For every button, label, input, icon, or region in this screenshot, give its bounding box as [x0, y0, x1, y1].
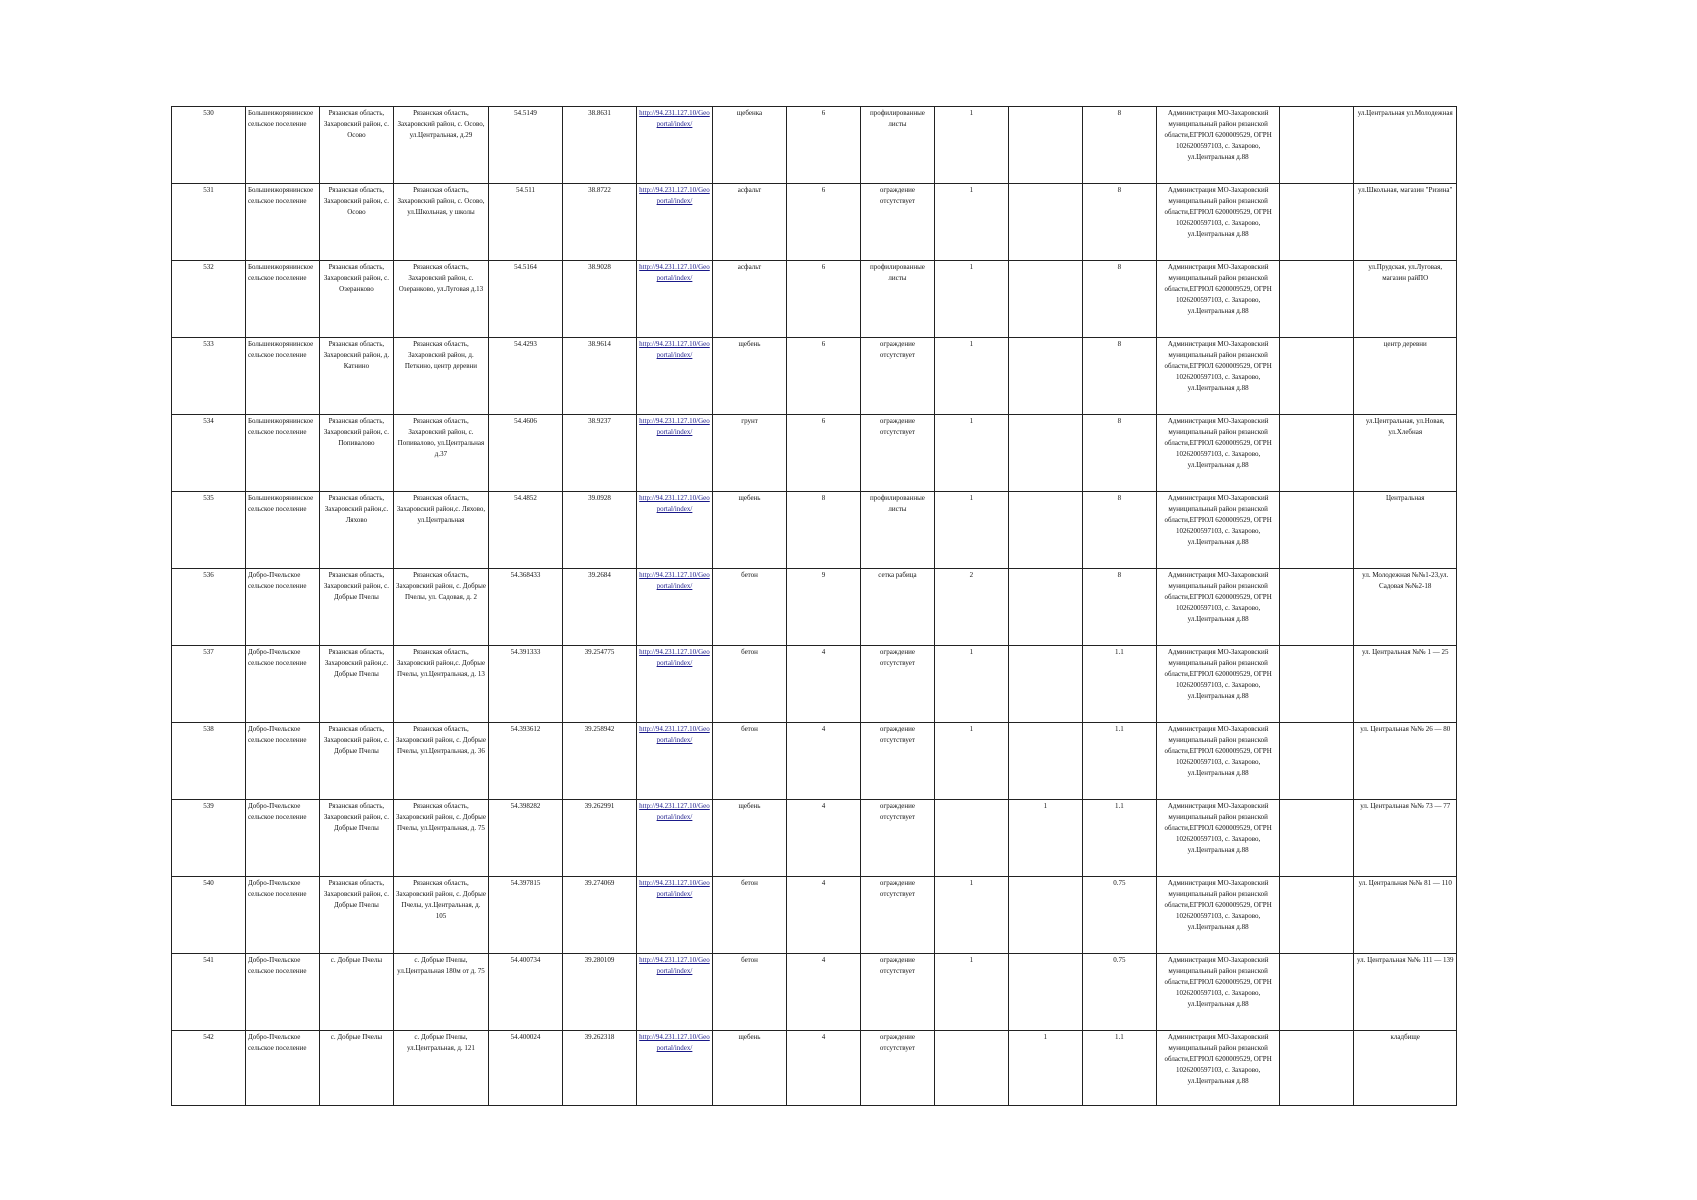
cell-geoportal-link[interactable]: http://94.231.127.10/Geoportal/index/ — [636, 646, 712, 723]
cell-owner: Администрация МО-Захаровский муниципальный район рязанской области,ЕГРЮЛ 6200009529, ОГРН 1026200597103, с. Захарово, ул.Центральная д.88 — [1156, 800, 1280, 877]
cell-surface: грунт — [713, 415, 787, 492]
cell-locality: Рязанская область, Захаровский район, с. Попивалово — [319, 415, 393, 492]
cell-containers-a: 1 — [934, 107, 1008, 184]
cell-address: Рязанская область, Захаровский район,с. Добрые Пчелы, ул.Центральная, д. 13 — [393, 646, 488, 723]
cell-containers-b — [1008, 954, 1082, 1031]
cell-surface: щебенка — [713, 107, 787, 184]
cell-served-area: ул.Прудская, ул.Луговая, магазин райПО — [1354, 261, 1457, 338]
cell-empty-col — [1280, 723, 1354, 800]
table-row — [172, 338, 1457, 415]
cell-containers-a: 2 — [934, 569, 1008, 646]
cell-empty-col — [1280, 954, 1354, 1031]
cell-locality: Рязанская область, Захаровский район, д. Катнино — [319, 338, 393, 415]
cell-served-area: ул. Центральная №№ 73 — 77 — [1354, 800, 1457, 877]
cell-row-number: 537 — [172, 646, 246, 723]
cell-settlement: Добро-Пчельское сельское поселение — [245, 723, 319, 800]
cell-geoportal-link[interactable]: http://94.231.127.10/Geoportal/index/ — [636, 569, 712, 646]
cell-empty-col — [1280, 107, 1354, 184]
cell-settlement: Большеижорянинское сельское поселение — [245, 492, 319, 569]
cell-settlement: Добро-Пчельское сельское поселение — [245, 646, 319, 723]
cell-latitude: 54.4606 — [489, 415, 563, 492]
cell-containers-b: 1 — [1008, 800, 1082, 877]
cell-settlement: Большеижорянинское сельское поселение — [245, 261, 319, 338]
cell-geoportal-link[interactable]: http://94.231.127.10/Geoportal/index/ — [636, 492, 712, 569]
cell-row-number: 538 — [172, 723, 246, 800]
cell-address: Рязанская область, Захаровский район, с. Добрые Пчелы, ул.Центральная, д. 36 — [393, 723, 488, 800]
cell-area: 4 — [786, 1031, 860, 1106]
cell-row-number: 532 — [172, 261, 246, 338]
cell-row-number: 534 — [172, 415, 246, 492]
cell-surface: бетон — [713, 954, 787, 1031]
cell-row-number: 530 — [172, 107, 246, 184]
cell-longitude: 39.274069 — [562, 877, 636, 954]
cell-containers-a: 1 — [934, 646, 1008, 723]
table-row — [172, 184, 1457, 261]
cell-address: Рязанская область, Захаровский район,с. Ляхово, ул.Центральная — [393, 492, 488, 569]
cell-latitude: 54.5164 — [489, 261, 563, 338]
cell-locality: Рязанская область, Захаровский район, с. Осово — [319, 184, 393, 261]
table-row — [172, 569, 1457, 646]
cell-owner: Администрация МО-Захаровский муниципальный район рязанской области,ЕГРЮЛ 6200009529, ОГРН 1026200597103, с. Захарово, ул.Центральная д.88 — [1156, 646, 1280, 723]
cell-area: 4 — [786, 800, 860, 877]
cell-volume: 1.1 — [1082, 723, 1156, 800]
cell-locality: Рязанская область, Захаровский район, с. Добрые Пчелы — [319, 877, 393, 954]
cell-locality: Рязанская область, Захаровский район, с. Добрые Пчелы — [319, 723, 393, 800]
cell-volume: 1.1 — [1082, 1031, 1156, 1106]
cell-row-number: 533 — [172, 338, 246, 415]
table-row — [172, 877, 1457, 954]
cell-fence: ограждение отсутствует — [860, 954, 934, 1031]
cell-settlement: Большеижорянинское сельское поселение — [245, 107, 319, 184]
cell-latitude: 54.4852 — [489, 492, 563, 569]
cell-latitude: 54.368433 — [489, 569, 563, 646]
cell-fence: ограждение отсутствует — [860, 800, 934, 877]
cell-surface: бетон — [713, 646, 787, 723]
cell-latitude: 54.397815 — [489, 877, 563, 954]
cell-owner: Администрация МО-Захаровский муниципальный район рязанской области,ЕГРЮЛ 6200009529, ОГРН 1026200597103, с. Захарово, ул.Центральная д.88 — [1156, 184, 1280, 261]
cell-containers-a — [934, 1031, 1008, 1106]
cell-address: Рязанская область, Захаровский район, с. Попивалово, ул.Центральная д.37 — [393, 415, 488, 492]
cell-area: 4 — [786, 646, 860, 723]
cell-empty-col — [1280, 338, 1354, 415]
cell-locality: Рязанская область, Захаровский район, с. Добрые Пчелы — [319, 569, 393, 646]
cell-volume: 1.1 — [1082, 800, 1156, 877]
cell-served-area: ул. Центральная №№ 81 — 110 — [1354, 877, 1457, 954]
cell-longitude: 39.0928 — [562, 492, 636, 569]
cell-owner: Администрация МО-Захаровский муниципальный район рязанской области,ЕГРЮЛ 6200009529, ОГРН 1026200597103, с. Захарово, ул.Центральная д.88 — [1156, 415, 1280, 492]
cell-fence: ограждение отсутствует — [860, 415, 934, 492]
cell-volume: 0.75 — [1082, 877, 1156, 954]
cell-containers-b — [1008, 877, 1082, 954]
cell-volume: 8 — [1082, 107, 1156, 184]
register-table — [171, 106, 1457, 1106]
cell-geoportal-link[interactable]: http://94.231.127.10/Geoportal/index/ — [636, 1031, 712, 1106]
cell-area: 6 — [786, 261, 860, 338]
cell-surface: щебень — [713, 338, 787, 415]
cell-area: 8 — [786, 492, 860, 569]
cell-owner: Администрация МО-Захаровский муниципальный район рязанской области,ЕГРЮЛ 6200009529, ОГРН 1026200597103, с. Захарово, ул.Центральная д.88 — [1156, 492, 1280, 569]
cell-row-number: 541 — [172, 954, 246, 1031]
cell-containers-b — [1008, 492, 1082, 569]
cell-containers-a: 1 — [934, 338, 1008, 415]
cell-address: Рязанская область, Захаровский район, с. Добрые Пчелы, ул.Центральная, д. 105 — [393, 877, 488, 954]
cell-geoportal-link[interactable]: http://94.231.127.10/Geoportal/index/ — [636, 877, 712, 954]
cell-address: Рязанская область, Захаровский район, с. Осово, ул.Школьная, у школы — [393, 184, 488, 261]
cell-settlement: Добро-Пчельское сельское поселение — [245, 569, 319, 646]
cell-address: Рязанская область, Захаровский район, д. Петкино, центр деревни — [393, 338, 488, 415]
cell-geoportal-link[interactable]: http://94.231.127.10/Geoportal/index/ — [636, 184, 712, 261]
cell-served-area: ул. Центральная №№ 111 — 139 — [1354, 954, 1457, 1031]
cell-latitude: 54.511 — [489, 184, 563, 261]
cell-empty-col — [1280, 1031, 1354, 1106]
cell-settlement: Большеижорянинское сельское поселение — [245, 184, 319, 261]
cell-longitude: 38.9614 — [562, 338, 636, 415]
cell-longitude: 38.8722 — [562, 184, 636, 261]
cell-longitude: 39.262991 — [562, 800, 636, 877]
cell-containers-a: 1 — [934, 954, 1008, 1031]
cell-served-area: ул.Школьная, магазин "Ризина" — [1354, 184, 1457, 261]
cell-volume: 8 — [1082, 261, 1156, 338]
cell-longitude: 39.254775 — [562, 646, 636, 723]
cell-served-area: ул. Центральная №№ 1 — 25 — [1354, 646, 1457, 723]
cell-containers-a: 1 — [934, 723, 1008, 800]
cell-locality: Рязанская область, Захаровский район,с. Добрые Пчелы — [319, 646, 393, 723]
table-row — [172, 1031, 1457, 1106]
cell-latitude: 54.391333 — [489, 646, 563, 723]
cell-fence: ограждение отсутствует — [860, 723, 934, 800]
table-row — [172, 646, 1457, 723]
cell-surface: асфальт — [713, 184, 787, 261]
cell-row-number: 531 — [172, 184, 246, 261]
cell-containers-b — [1008, 415, 1082, 492]
cell-address: Рязанская область, Захаровский район, с. Добрые Пчелы, ул.Центральная, д. 75 — [393, 800, 488, 877]
cell-longitude: 38.9237 — [562, 415, 636, 492]
cell-locality: с. Добрые Пчелы — [319, 954, 393, 1031]
cell-owner: Администрация МО-Захаровский муниципальный район рязанской области,ЕГРЮЛ 6200009529, ОГРН 1026200597103, с. Захарово, ул.Центральная д.88 — [1156, 261, 1280, 338]
cell-volume: 8 — [1082, 415, 1156, 492]
cell-containers-b: 1 — [1008, 1031, 1082, 1106]
cell-row-number: 535 — [172, 492, 246, 569]
cell-settlement: Большеижорянинское сельское поселение — [245, 415, 319, 492]
cell-surface: щебень — [713, 492, 787, 569]
cell-longitude: 39.280109 — [562, 954, 636, 1031]
cell-area: 6 — [786, 415, 860, 492]
cell-locality: Рязанская область, Захаровский район, с. Озеранково — [319, 261, 393, 338]
cell-latitude: 54.400024 — [489, 1031, 563, 1106]
cell-volume: 0.75 — [1082, 954, 1156, 1031]
cell-owner: Администрация МО-Захаровский муниципальный район рязанской области,ЕГРЮЛ 6200009529, ОГРН 1026200597103, с. Захарово, ул.Центральная д.88 — [1156, 1031, 1280, 1106]
cell-empty-col — [1280, 492, 1354, 569]
cell-surface: щебень — [713, 1031, 787, 1106]
table-row — [172, 107, 1457, 184]
cell-locality: Рязанская область, Захаровский район, с. Осово — [319, 107, 393, 184]
cell-fence: профилированные листы — [860, 492, 934, 569]
cell-containers-a — [934, 800, 1008, 877]
cell-geoportal-link[interactable]: http://94.231.127.10/Geoportal/index/ — [636, 800, 712, 877]
cell-address: Рязанская область, Захаровский район, с. Озеранково, ул.Луговая д.13 — [393, 261, 488, 338]
cell-latitude: 54.4293 — [489, 338, 563, 415]
cell-fence: профилированные листы — [860, 261, 934, 338]
cell-volume: 8 — [1082, 569, 1156, 646]
cell-geoportal-link[interactable]: http://94.231.127.10/Geoportal/index/ — [636, 723, 712, 800]
cell-settlement: Добро-Пчельское сельское поселение — [245, 1031, 319, 1106]
cell-area: 4 — [786, 877, 860, 954]
cell-geoportal-link[interactable]: http://94.231.127.10/Geoportal/index/ — [636, 261, 712, 338]
cell-containers-a: 1 — [934, 877, 1008, 954]
cell-geoportal-link[interactable]: http://94.231.127.10/Geoportal/index/ — [636, 338, 712, 415]
cell-locality: с. Добрые Пчелы — [319, 1031, 393, 1106]
cell-longitude: 38.9028 — [562, 261, 636, 338]
cell-area: 9 — [786, 569, 860, 646]
table-row — [172, 415, 1457, 492]
cell-fence: ограждение отсутствует — [860, 184, 934, 261]
cell-containers-b — [1008, 569, 1082, 646]
cell-empty-col — [1280, 646, 1354, 723]
cell-longitude: 39.2684 — [562, 569, 636, 646]
cell-address: Рязанская область, Захаровский район, с. Добрые Пчелы, ул. Садовая, д. 2 — [393, 569, 488, 646]
cell-containers-b — [1008, 184, 1082, 261]
cell-geoportal-link[interactable]: http://94.231.127.10/Geoportal/index/ — [636, 107, 712, 184]
cell-volume: 8 — [1082, 184, 1156, 261]
cell-served-area: ул. Молодежная №№1-23,ул. Садовая №№2-18 — [1354, 569, 1457, 646]
cell-volume: 1.1 — [1082, 646, 1156, 723]
cell-row-number: 542 — [172, 1031, 246, 1106]
table-row — [172, 261, 1457, 338]
table-row — [172, 723, 1457, 800]
cell-containers-a: 1 — [934, 492, 1008, 569]
cell-area: 4 — [786, 954, 860, 1031]
cell-area: 6 — [786, 338, 860, 415]
cell-settlement: Добро-Пчельское сельское поселение — [245, 800, 319, 877]
cell-owner: Администрация МО-Захаровский муниципальный район рязанской области,ЕГРЮЛ 6200009529, ОГРН 1026200597103, с. Захарово, ул.Центральная д.88 — [1156, 723, 1280, 800]
cell-latitude: 54.5149 — [489, 107, 563, 184]
cell-settlement: Добро-Пчельское сельское поселение — [245, 877, 319, 954]
cell-containers-a: 1 — [934, 261, 1008, 338]
cell-owner: Администрация МО-Захаровский муниципальный район рязанской области,ЕГРЮЛ 6200009529, ОГРН 1026200597103, с. Захарово, ул.Центральная д.88 — [1156, 877, 1280, 954]
cell-latitude: 54.393612 — [489, 723, 563, 800]
cell-fence: ограждение отсутствует — [860, 646, 934, 723]
cell-owner: Администрация МО-Захаровский муниципальный район рязанской области,ЕГРЮЛ 6200009529, ОГРН 1026200597103, с. Захарово, ул.Центральная д.88 — [1156, 569, 1280, 646]
cell-served-area: кладбище — [1354, 1031, 1457, 1106]
cell-containers-a: 1 — [934, 184, 1008, 261]
cell-served-area: центр деревни — [1354, 338, 1457, 415]
cell-empty-col — [1280, 184, 1354, 261]
cell-served-area: ул.Центральная, ул.Новая, ул.Хлебная — [1354, 415, 1457, 492]
cell-owner: Администрация МО-Захаровский муниципальный район рязанской области,ЕГРЮЛ 6200009529, ОГРН 1026200597103, с. Захарово, ул.Центральная д.88 — [1156, 954, 1280, 1031]
cell-containers-b — [1008, 723, 1082, 800]
cell-surface: бетон — [713, 723, 787, 800]
cell-address: с. Добрые Пчелы, ул.Центральная, д. 121 — [393, 1031, 488, 1106]
cell-empty-col — [1280, 877, 1354, 954]
cell-area: 6 — [786, 184, 860, 261]
cell-settlement: Большеижорянинское сельское поселение — [245, 338, 319, 415]
cell-empty-col — [1280, 415, 1354, 492]
cell-surface: асфальт — [713, 261, 787, 338]
cell-served-area: ул.Центральная ул.Молодежная — [1354, 107, 1457, 184]
table-row — [172, 800, 1457, 877]
cell-surface: бетон — [713, 877, 787, 954]
cell-geoportal-link[interactable]: http://94.231.127.10/Geoportal/index/ — [636, 954, 712, 1031]
cell-row-number: 536 — [172, 569, 246, 646]
cell-empty-col — [1280, 569, 1354, 646]
cell-containers-b — [1008, 338, 1082, 415]
cell-row-number: 540 — [172, 877, 246, 954]
cell-surface: бетон — [713, 569, 787, 646]
table-body — [172, 107, 1457, 1106]
cell-latitude: 54.398282 — [489, 800, 563, 877]
cell-empty-col — [1280, 800, 1354, 877]
cell-address: Рязанская область, Захаровский район, с. Осово, ул.Центральная, д.29 — [393, 107, 488, 184]
cell-area: 6 — [786, 107, 860, 184]
cell-surface: щебень — [713, 800, 787, 877]
cell-fence: ограждение отсутствует — [860, 877, 934, 954]
cell-fence: ограждение отсутствует — [860, 1031, 934, 1106]
cell-owner: Администрация МО-Захаровский муниципальный район рязанской области,ЕГРЮЛ 6200009529, ОГРН 1026200597103, с. Захарово, ул.Центральная д.88 — [1156, 338, 1280, 415]
cell-locality: Рязанская область, Захаровский район, с. Добрые Пчелы — [319, 800, 393, 877]
cell-served-area: ул. Центральная №№ 26 — 80 — [1354, 723, 1457, 800]
cell-containers-b — [1008, 107, 1082, 184]
cell-geoportal-link[interactable]: http://94.231.127.10/Geoportal/index/ — [636, 415, 712, 492]
cell-served-area: Центральная — [1354, 492, 1457, 569]
cell-latitude: 54.400734 — [489, 954, 563, 1031]
cell-row-number: 539 — [172, 800, 246, 877]
cell-fence: ограждение отсутствует — [860, 338, 934, 415]
table-row — [172, 954, 1457, 1031]
cell-locality: Рязанская область, Захаровский район,с. Ляхово — [319, 492, 393, 569]
table-row — [172, 492, 1457, 569]
cell-area: 4 — [786, 723, 860, 800]
cell-containers-b — [1008, 646, 1082, 723]
cell-fence: профилированные листы — [860, 107, 934, 184]
cell-owner: Администрация МО-Захаровский муниципальный район рязанской области,ЕГРЮЛ 6200009529, ОГРН 1026200597103, с. Захарово, ул.Центральная д.88 — [1156, 107, 1280, 184]
cell-longitude: 39.262318 — [562, 1031, 636, 1106]
cell-longitude: 38.8631 — [562, 107, 636, 184]
cell-fence: сетка рабица — [860, 569, 934, 646]
cell-volume: 8 — [1082, 338, 1156, 415]
cell-address: с. Добрые Пчелы, ул.Центральная 180м от д. 75 — [393, 954, 488, 1031]
cell-empty-col — [1280, 261, 1354, 338]
cell-longitude: 39.258942 — [562, 723, 636, 800]
cell-settlement: Добро-Пчельское сельское поселение — [245, 954, 319, 1031]
cell-volume: 8 — [1082, 492, 1156, 569]
cell-containers-a: 1 — [934, 415, 1008, 492]
cell-containers-b — [1008, 261, 1082, 338]
